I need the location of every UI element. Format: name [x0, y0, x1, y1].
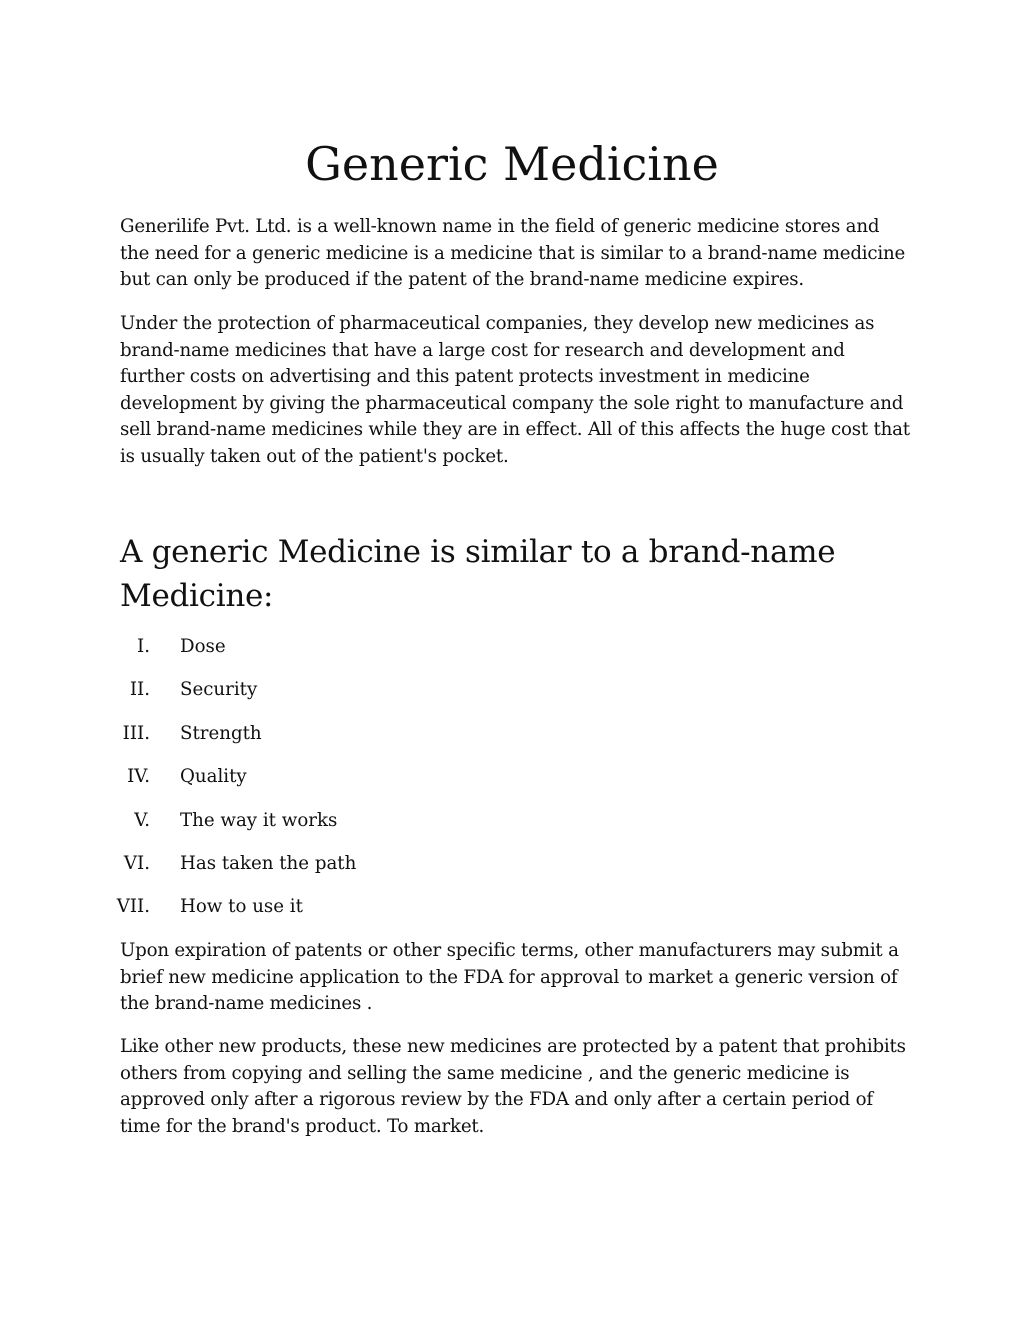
expiration-paragraph: Upon expiration of patents or other specific terms, other manufacturers may submit a brief new medicine application to the FDA for approval to market a generic version of the brand-name medicines .	[120, 940, 899, 1015]
list-item-label: Strength	[180, 722, 262, 744]
list-item-number: VI.	[123, 852, 150, 874]
list-item-number: VII.	[116, 896, 150, 918]
list-item	[0, 764, 600, 807]
section-heading: A generic Medicine is similar to a brand-name Medicine:	[120, 534, 836, 614]
list-item-label: Security	[180, 679, 258, 701]
protection-paragraph: Under the protection of pharmaceutical companies, they develop new medicines as brand-name medicines that have a large cost for research and development and further costs on advertising and this patent protects investment in medicine development by giving the pharmaceutical company the sole right to manufacture and sell brand-name medicines while they are in effect. All of this affects the huge cost that is usually taken out of the patient's pocket.	[120, 313, 910, 467]
list-item-label: How to use it	[180, 896, 303, 918]
list-item	[0, 808, 600, 851]
patent-paragraph: Like other new products, these new medicines are protected by a patent that prohibits others from copying and selling the same medicine , and the generic medicine is approved only after a rigorous review by the FDA and only after a certain period of time for the brand's product. To market.	[120, 1036, 906, 1137]
similarity-list	[0, 634, 600, 938]
list-item-number: IV.	[127, 766, 150, 788]
list-item-label: Has taken the path	[180, 852, 357, 874]
list-item	[0, 894, 600, 937]
list-item-number: I.	[137, 636, 150, 657]
list-item	[0, 677, 600, 720]
intro-paragraph: Generilife Pvt. Ltd. is a well-known name in the field of generic medicine stores and the need for a generic medicine is a medicine that is similar to a brand-name medicine but can only be produced if the patent of the brand-name medicine expires.	[120, 216, 906, 291]
list-item	[0, 721, 600, 764]
list-item-label: The way it works	[180, 809, 338, 831]
list-item-number: II.	[129, 679, 150, 701]
list-item	[0, 634, 600, 677]
list-item	[0, 851, 600, 894]
list-item-label: Dose	[180, 636, 226, 657]
page-title: Generic Medicine	[305, 137, 719, 191]
list-item-number: III.	[122, 722, 150, 744]
list-item-number: V.	[134, 809, 150, 831]
list-item-label: Quality	[180, 766, 247, 788]
